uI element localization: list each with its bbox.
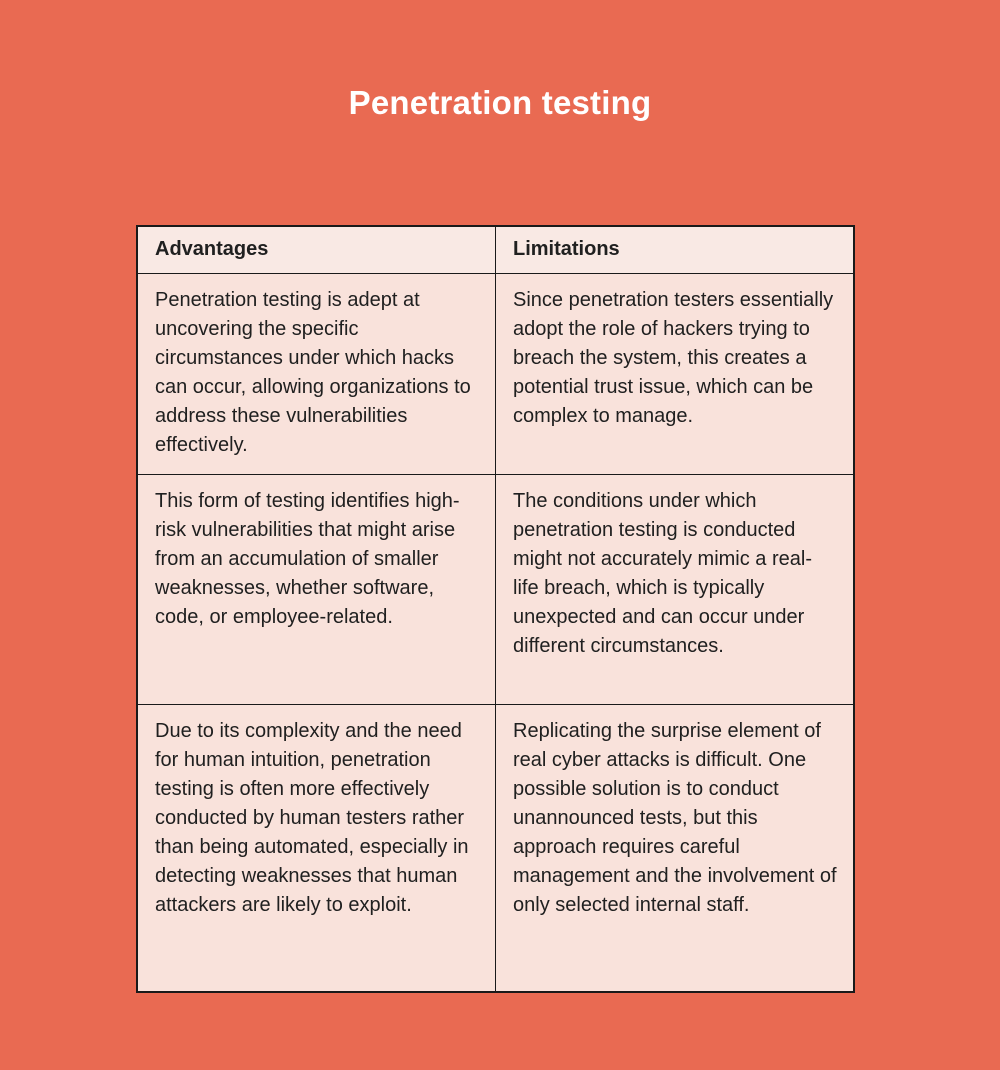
column-header-advantages: Advantages [137,226,496,273]
table-row [137,474,854,704]
advantage-cell: Due to its complexity and the need for human intuition, penetration testing is often more effectively conducted by human testers rather than being automated, especially in detecting weaknesses that human attackers are likely to exploit. [137,704,496,992]
column-header-limitations: Limitations [496,226,855,273]
table-row [137,704,854,992]
limitation-cell: Since penetration testers essentially adopt the role of hackers trying to breach the system, this creates a potential trust issue, which can be complex to manage. [496,273,855,474]
table-header-row [137,226,854,273]
limitation-cell: Replicating the surprise element of real cyber attacks is difficult. One possible solution is to conduct unannounced tests, but this approach requires careful management and the involvement of only selected internal staff. [496,704,855,992]
comparison-table [136,225,855,993]
table-row [137,273,854,474]
advantage-cell: This form of testing identifies high-risk vulnerabilities that might arise from an accumulation of smaller weaknesses, whether software, code, or employee-related. [137,474,496,704]
page-title: Penetration testing [348,84,652,121]
limitation-cell: The conditions under which penetration testing is conducted might not accurately mimic a real-life breach, which is typically unexpected and can occur under different circumstances. [496,474,855,704]
advantage-cell: Penetration testing is adept at uncovering the specific circumstances under which hacks can occur, allowing organizations to address these vulnerabilities effectively. [137,273,496,474]
